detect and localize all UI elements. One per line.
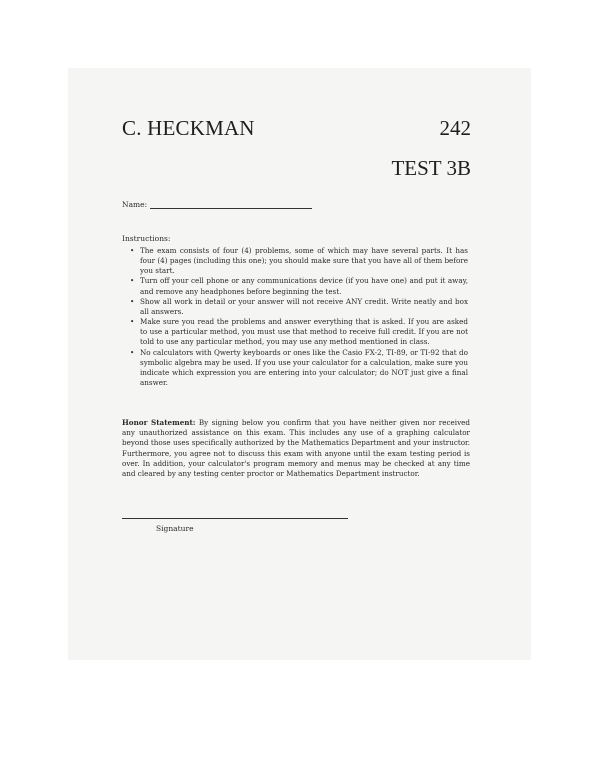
honor-statement — [122, 418, 470, 479]
author-name: C. HECKMAN — [122, 116, 255, 140]
instruction-item — [130, 276, 468, 296]
instruction-text: Turn off your cell phone or any communications device (if you have one) and put it away, and remove any headphones before beginning the test. — [140, 276, 468, 296]
bullet-icon: • — [130, 347, 135, 357]
course-number: 242 — [439, 116, 471, 140]
instruction-text: Make sure you read the problems and answer everything that is asked. If you are asked to use a particular method, you must use that method to receive full credit. If you are not told to use any particular method, you may use any method mentioned in class. — [140, 317, 468, 347]
bullet-icon: • — [130, 317, 135, 327]
instruction-item — [130, 317, 468, 347]
instruction-item — [130, 348, 468, 389]
honor-statement-text: By signing below you confirm that you have neither given nor received any unauthorized assistance on this exam. This includes any use of a graphing calculator beyond those uses specifically authorized by the Mathematics Department and your instructor. Furthermore, you agree not to discuss this exam with anyone until the exam testing period is over. In addition, your calculator's program memory and menus may be checked at any time and cleared by any testing center proctor or Mathematics Department instructor. — [122, 418, 470, 479]
name-row — [122, 200, 312, 209]
instructions-heading: Instructions: — [122, 234, 171, 243]
name-blank-line — [150, 200, 312, 209]
honor-statement-heading: Honor Statement: — [122, 418, 196, 427]
bullet-icon: • — [130, 246, 135, 255]
bullet-icon: • — [130, 296, 135, 306]
test-title: TEST 3B — [391, 156, 471, 180]
instruction-text: Show all work in detail or your answer will not receive ANY credit. Write neatly and box all answers. — [140, 296, 468, 316]
name-label: Name: — [122, 200, 148, 209]
instruction-item — [130, 297, 468, 317]
signature-line — [122, 518, 348, 519]
bullet-icon: • — [130, 276, 135, 286]
instruction-text: No calculators with Qwerty keyboards or ones like the Casio FX-2, TI-89, or TI-92 that do symbolic algebra may be used. If you use your calculator for a calculation, make sure you indicate which expression you are entering into your calculator; do NOT just give a final answer. — [140, 347, 468, 388]
instruction-text: The exam consists of four (4) problems, some of which may have several parts. It has four (4) pages (including this one); you should make sure that you have all of them before you start. — [140, 246, 468, 276]
signature-label: Signature — [156, 524, 194, 533]
instructions-list — [130, 246, 468, 388]
instruction-item — [130, 246, 468, 276]
